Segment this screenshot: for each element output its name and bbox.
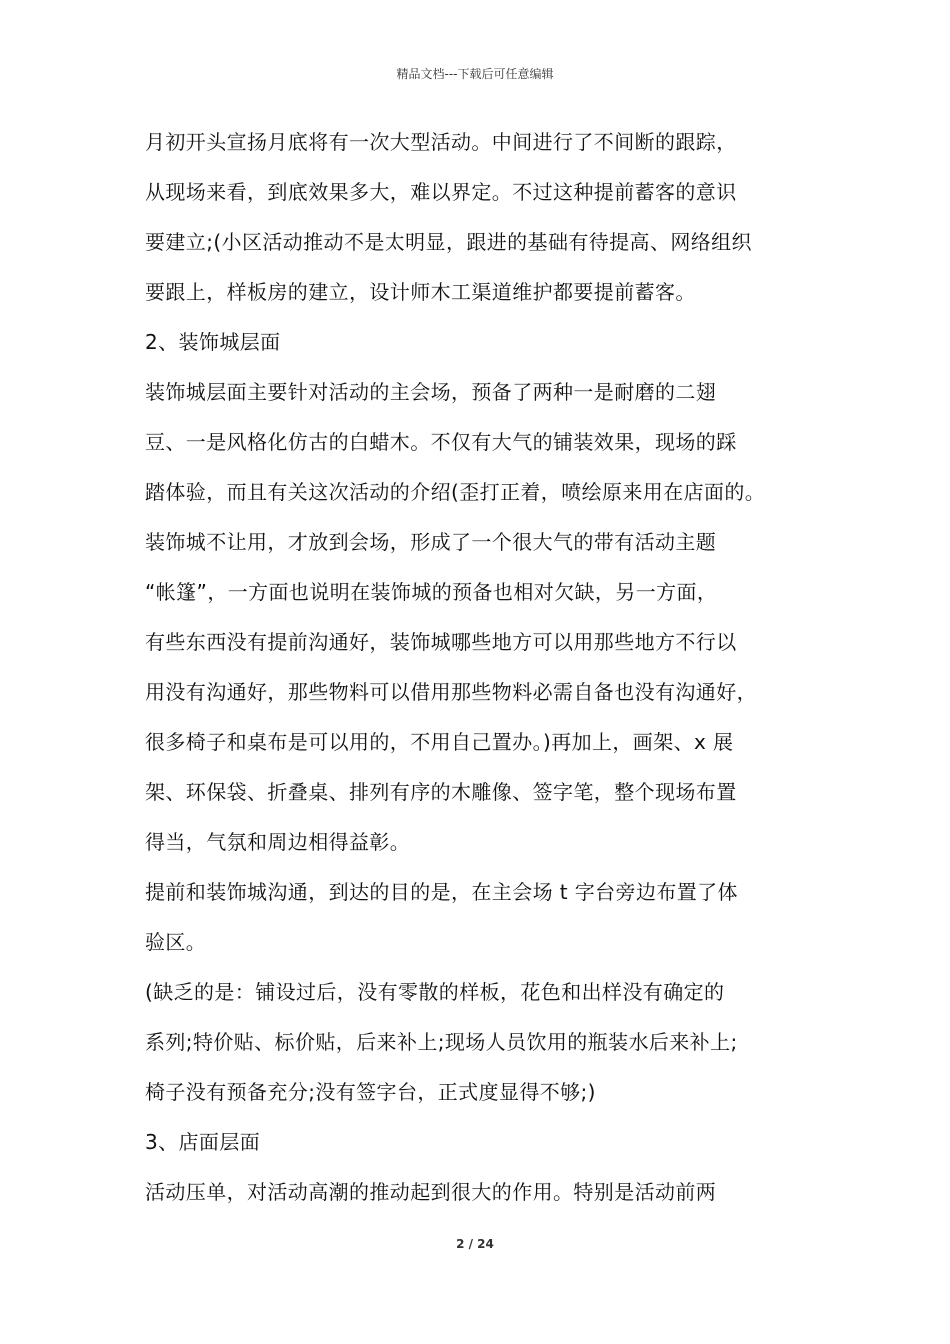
paragraph-line: 要跟上，样板房的建立，设计师木工渠道维护都要提前蓄客。 bbox=[145, 280, 696, 304]
paragraph-line: 要建立;(小区活动推动不是太明显，跟进的基础有待提高、网络组织 bbox=[145, 230, 752, 254]
paragraph-line: 月初开头宣扬月底将有一次大型活动。中间进行了不间断的跟踪， bbox=[145, 130, 737, 154]
document-body bbox=[145, 130, 825, 1204]
page-header: 精品文档---下载后可任意编辑 bbox=[396, 67, 554, 81]
paragraph-line: 踏体验，而且有关这次活动的介绍(歪打正着，喷绘原来用在店面的。 bbox=[145, 480, 766, 504]
paragraph-line: “帐篷”，一方面也说明在装饰城的预备也相对欠缺，另一方面， bbox=[145, 580, 718, 604]
paragraph-line: 验区。 bbox=[145, 930, 207, 954]
paragraph-line: 得当，气氛和周边相得益彰。 bbox=[145, 830, 411, 854]
paragraph-line: 椅子没有预备充分;没有签字台，正式度显得不够;) bbox=[145, 1080, 596, 1104]
paragraph-line: 很多椅子和桌布是可以用的，不用自己置办。)再加上，画架、x 展 bbox=[145, 730, 734, 754]
paragraph-line: 提前和装饰城沟通，到达的目的是，在主会场 t 字台旁边布置了体 bbox=[145, 880, 738, 904]
page-number: 2 / 24 bbox=[456, 1237, 494, 1251]
paragraph-line: 有些东西没有提前沟通好，装饰城哪些地方可以用那些地方不行以 bbox=[145, 630, 737, 654]
paragraph-line: 活动压单，对活动高潮的推动起到很大的作用。特别是活动前两 bbox=[145, 1180, 717, 1204]
paragraph-line: 豆、一是风格化仿古的白蜡木。不仅有大气的铺装效果，现场的踩 bbox=[145, 430, 737, 454]
section-heading: 3、店面层面 bbox=[145, 1130, 261, 1154]
paragraph-line: (缺乏的是：铺设过后，没有零散的样板，花色和出样没有确定的 bbox=[145, 980, 725, 1004]
paragraph-line: 系列;特价贴、标价贴，后来补上;现场人员饮用的瓶装水后来补上; bbox=[145, 1030, 738, 1054]
paragraph-line: 从现场来看，到底效果多大，难以界定。不过这种提前蓄客的意识 bbox=[145, 180, 737, 204]
paragraph-line: 用没有沟通好，那些物料可以借用那些物料必需自备也没有沟通好， bbox=[145, 680, 757, 704]
section-heading: 2、装饰城层面 bbox=[145, 330, 281, 354]
paragraph-line: 装饰城层面主要针对活动的主会场，预备了两种一是耐磨的二翅 bbox=[145, 380, 717, 404]
paragraph-line: 架、环保袋、折叠桌、排列有序的木雕像、签字笔，整个现场布置 bbox=[145, 780, 737, 804]
paragraph-line: 装饰城不让用，才放到会场，形成了一个很大气的带有活动主题 bbox=[145, 530, 717, 554]
